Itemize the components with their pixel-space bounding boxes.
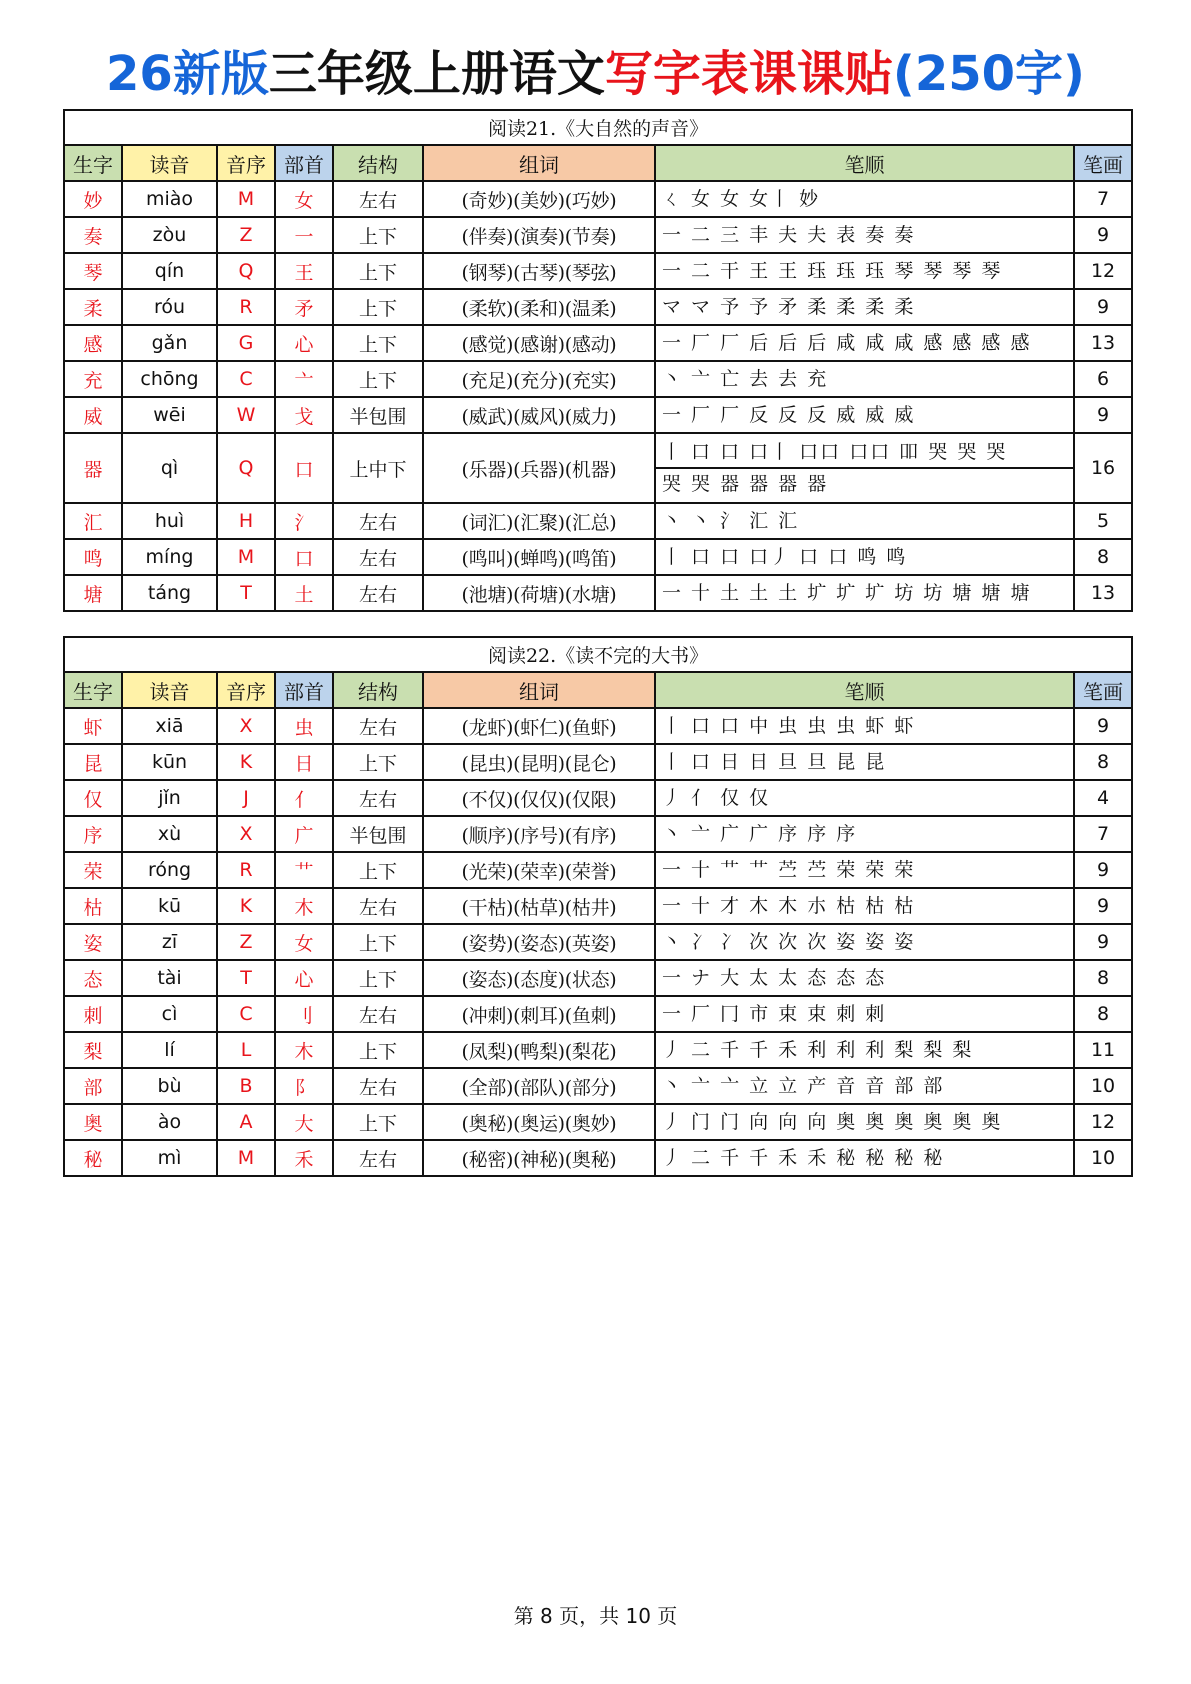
stroke-order-cell <box>655 744 1074 780</box>
radical-cell: 刂 <box>275 996 333 1032</box>
radical-cell: 亠 <box>275 361 333 397</box>
sequence-cell: Z <box>217 217 275 253</box>
sequence-cell: M <box>217 181 275 217</box>
sequence-cell: K <box>217 744 275 780</box>
stroke-order-line: 丶 亠 广 广 序 序 序 <box>662 823 858 845</box>
structure-cell: 左右 <box>333 708 423 744</box>
stroke-count-cell: 16 <box>1074 433 1132 503</box>
pinyin-cell: kūn <box>122 744 217 780</box>
table-row <box>64 433 1132 503</box>
stroke-order-cell <box>655 852 1074 888</box>
words-cell: (全部)(部队)(部分) <box>423 1068 655 1104</box>
table-row <box>64 816 1132 852</box>
words-cell: (秘密)(神秘)(奥秘) <box>423 1140 655 1176</box>
radical-cell: 亻 <box>275 780 333 816</box>
header-count: 笔画 <box>1074 672 1132 708</box>
pinyin-cell: jǐn <box>122 780 217 816</box>
header-char: 生字 <box>64 145 122 181</box>
stroke-order-cell <box>655 575 1074 611</box>
words-cell: (感觉)(感谢)(感动) <box>423 325 655 361</box>
header-words: 组词 <box>423 145 655 181</box>
pinyin-cell: chōng <box>122 361 217 397</box>
pinyin-cell: zī <box>122 924 217 960</box>
words-cell: (奥秘)(奥运)(奥妙) <box>423 1104 655 1140</box>
stroke-count-cell: 7 <box>1074 181 1132 217</box>
table-row <box>64 780 1132 816</box>
structure-cell: 上中下 <box>333 433 423 503</box>
stroke-order-cell <box>655 708 1074 744</box>
stroke-order-cell <box>655 816 1074 852</box>
structure-cell: 左右 <box>333 888 423 924</box>
words-cell: (冲刺)(刺耳)(鱼刺) <box>423 996 655 1032</box>
char-cell: 姿 <box>64 924 122 960</box>
stroke-order-line: 一 厂 厂 后 后 后 咸 咸 咸 感 感 感 感 <box>662 332 1032 354</box>
structure-cell: 左右 <box>333 503 423 539</box>
stroke-count-cell: 12 <box>1074 1104 1132 1140</box>
stroke-count-cell: 7 <box>1074 816 1132 852</box>
pinyin-cell: wēi <box>122 397 217 433</box>
sequence-cell: J <box>217 780 275 816</box>
header-strokes: 笔顺 <box>655 145 1074 181</box>
char-cell: 昆 <box>64 744 122 780</box>
char-cell: 奥 <box>64 1104 122 1140</box>
radical-cell: 阝 <box>275 1068 333 1104</box>
words-cell: (伴奏)(演奏)(节奏) <box>423 217 655 253</box>
stroke-count-cell: 9 <box>1074 708 1132 744</box>
radical-cell: 虫 <box>275 708 333 744</box>
lesson-caption: 阅读21.《大自然的声音》 <box>64 110 1132 145</box>
sequence-cell: L <box>217 1032 275 1068</box>
words-cell: (奇妙)(美妙)(巧妙) <box>423 181 655 217</box>
stroke-order-line: 一 厂 厂 反 反 反 威 威 威 <box>662 404 916 426</box>
words-cell: (鸣叫)(蝉鸣)(鸣笛) <box>423 539 655 575</box>
pinyin-cell: róng <box>122 852 217 888</box>
stroke-order-cell <box>655 397 1074 433</box>
title-part-version: 26新版 <box>106 46 269 102</box>
header-radical: 部首 <box>275 145 333 181</box>
sequence-cell: T <box>217 575 275 611</box>
stroke-order-cell <box>655 253 1074 289</box>
words-cell: (不仅)(仅仅)(仅限) <box>423 780 655 816</box>
title-part-count: (250字) <box>892 46 1085 102</box>
pinyin-cell: qín <box>122 253 217 289</box>
stroke-order-line: 一 ナ 大 太 太 态 态 态 <box>662 967 887 989</box>
stroke-order-line: 一 二 三 丰 夫 夫 表 奏 奏 <box>662 224 916 246</box>
words-cell: (池塘)(荷塘)(水塘) <box>423 575 655 611</box>
lesson-caption-row <box>64 110 1132 145</box>
stroke-count-cell: 9 <box>1074 217 1132 253</box>
stroke-count-cell: 6 <box>1074 361 1132 397</box>
stroke-order-line: マ マ 予 予 矛 柔 柔 柔 柔 <box>662 296 916 318</box>
radical-cell: 王 <box>275 253 333 289</box>
radical-cell: 禾 <box>275 1140 333 1176</box>
header-pinyin: 读音 <box>122 672 217 708</box>
structure-cell: 左右 <box>333 181 423 217</box>
table-row <box>64 852 1132 888</box>
radical-cell: 口 <box>275 539 333 575</box>
pinyin-cell: qì <box>122 433 217 503</box>
pinyin-cell: gǎn <box>122 325 217 361</box>
table-row <box>64 708 1132 744</box>
structure-cell: 上下 <box>333 361 423 397</box>
char-cell: 妙 <box>64 181 122 217</box>
radical-cell: 艹 <box>275 852 333 888</box>
char-cell: 奏 <box>64 217 122 253</box>
stroke-order-cell <box>655 960 1074 996</box>
char-cell: 柔 <box>64 289 122 325</box>
structure-cell: 半包围 <box>333 397 423 433</box>
stroke-order-line: 丶 亠 亠 立 立 产 音 音 部 部 <box>662 1075 945 1097</box>
radical-cell: 大 <box>275 1104 333 1140</box>
table-row <box>64 289 1132 325</box>
pinyin-cell: xù <box>122 816 217 852</box>
stroke-count-cell: 11 <box>1074 1032 1132 1068</box>
stroke-count-cell: 9 <box>1074 888 1132 924</box>
pinyin-cell: bù <box>122 1068 217 1104</box>
sequence-cell: R <box>217 289 275 325</box>
stroke-order-line: 一 厂 冂 市 束 束 刺 刺 <box>662 1003 887 1025</box>
structure-cell: 上下 <box>333 960 423 996</box>
table-row <box>64 1068 1132 1104</box>
table-row <box>64 253 1132 289</box>
stroke-order-line: 丶 丶 氵 汇 汇 <box>662 510 800 532</box>
char-cell: 枯 <box>64 888 122 924</box>
char-cell: 秘 <box>64 1140 122 1176</box>
char-cell: 鸣 <box>64 539 122 575</box>
sequence-cell: H <box>217 503 275 539</box>
sequence-cell: K <box>217 888 275 924</box>
sequence-cell: C <box>217 996 275 1032</box>
char-cell: 威 <box>64 397 122 433</box>
sequence-cell: C <box>217 361 275 397</box>
char-cell: 荣 <box>64 852 122 888</box>
char-cell: 梨 <box>64 1032 122 1068</box>
header-row <box>64 145 1132 181</box>
table-row <box>64 996 1132 1032</box>
char-cell: 态 <box>64 960 122 996</box>
words-cell: (干枯)(枯草)(枯井) <box>423 888 655 924</box>
radical-cell: 矛 <box>275 289 333 325</box>
table-row <box>64 1104 1132 1140</box>
words-cell: (乐器)(兵器)(机器) <box>423 433 655 503</box>
radical-cell: 木 <box>275 888 333 924</box>
stroke-order-line: 丿 二 千 千 禾 利 利 利 梨 梨 梨 <box>662 1039 974 1061</box>
pinyin-cell: xiā <box>122 708 217 744</box>
title-part-name: 写字表课课贴 <box>604 46 893 102</box>
table-row <box>64 575 1132 611</box>
table-row <box>64 503 1132 539</box>
lesson-table-21 <box>63 109 1133 612</box>
table-row <box>64 1140 1132 1176</box>
radical-cell: 女 <box>275 924 333 960</box>
structure-cell: 上下 <box>333 253 423 289</box>
stroke-order-cell <box>655 924 1074 960</box>
header-seq: 音序 <box>217 672 275 708</box>
structure-cell: 左右 <box>333 539 423 575</box>
table-row <box>64 539 1132 575</box>
radical-cell: 土 <box>275 575 333 611</box>
sequence-cell: T <box>217 960 275 996</box>
words-cell: (昆虫)(昆明)(昆仑) <box>423 744 655 780</box>
header-seq: 音序 <box>217 145 275 181</box>
structure-cell: 左右 <box>333 1140 423 1176</box>
stroke-order-cell <box>655 996 1074 1032</box>
stroke-count-cell: 5 <box>1074 503 1132 539</box>
pinyin-cell: miào <box>122 181 217 217</box>
radical-cell: 心 <box>275 325 333 361</box>
stroke-order-line: 一 二 干 王 王 珏 珏 珏 琴 琴 琴 琴 <box>662 260 1003 282</box>
structure-cell: 上下 <box>333 852 423 888</box>
radical-cell: 日 <box>275 744 333 780</box>
sequence-cell: A <box>217 1104 275 1140</box>
table-row <box>64 1032 1132 1068</box>
stroke-order-line: 丨 口 口 口丨 口口 口口 吅 哭 哭 哭 <box>662 441 1008 463</box>
table-row <box>64 397 1132 433</box>
stroke-order-cell <box>655 1104 1074 1140</box>
structure-cell: 上下 <box>333 325 423 361</box>
stroke-order-line: 丨 口 日 日 旦 旦 昆 昆 <box>662 751 887 773</box>
stroke-count-cell: 12 <box>1074 253 1132 289</box>
stroke-order-line: 一 十 艹 艹 苎 苎 荣 荣 荣 <box>662 859 916 881</box>
sequence-cell: Z <box>217 924 275 960</box>
stroke-order-cell <box>655 1068 1074 1104</box>
sequence-cell: M <box>217 539 275 575</box>
pinyin-cell: cì <box>122 996 217 1032</box>
char-cell: 充 <box>64 361 122 397</box>
header-structure: 结构 <box>333 672 423 708</box>
table-row <box>64 361 1132 397</box>
pinyin-cell: zòu <box>122 217 217 253</box>
structure-cell: 上下 <box>333 289 423 325</box>
pinyin-cell: mì <box>122 1140 217 1176</box>
stroke-order-line: ㄑ 女 女 女丨 妙 <box>662 188 821 210</box>
stroke-order-cell <box>655 361 1074 397</box>
stroke-count-cell: 9 <box>1074 852 1132 888</box>
radical-cell: 广 <box>275 816 333 852</box>
table-row <box>64 960 1132 996</box>
char-cell: 仅 <box>64 780 122 816</box>
stroke-order-cell <box>655 888 1074 924</box>
words-cell: (光荣)(荣幸)(荣誉) <box>423 852 655 888</box>
char-cell: 虾 <box>64 708 122 744</box>
stroke-order-line: 丨 口 口 口丿 口 口 鸣 鸣 <box>662 546 908 568</box>
stroke-order-line: 一 十 土 土 土 圹 圹 圹 坊 坊 塘 塘 塘 <box>662 582 1032 604</box>
stroke-count-cell: 4 <box>1074 780 1132 816</box>
stroke-order-cell <box>655 503 1074 539</box>
char-cell: 汇 <box>64 503 122 539</box>
stroke-order-cell <box>655 181 1074 217</box>
words-cell: (钢琴)(古琴)(琴弦) <box>423 253 655 289</box>
stroke-order-cell <box>655 539 1074 575</box>
pinyin-cell: táng <box>122 575 217 611</box>
stroke-count-cell: 10 <box>1074 1140 1132 1176</box>
stroke-order-cell <box>655 780 1074 816</box>
radical-cell: 木 <box>275 1032 333 1068</box>
header-words: 组词 <box>423 672 655 708</box>
structure-cell: 左右 <box>333 575 423 611</box>
header-structure: 结构 <box>333 145 423 181</box>
stroke-order-cell <box>655 217 1074 253</box>
structure-cell: 上下 <box>333 1032 423 1068</box>
char-cell: 器 <box>64 433 122 503</box>
header-count: 笔画 <box>1074 145 1132 181</box>
words-cell: (顺序)(序号)(有序) <box>423 816 655 852</box>
sequence-cell: R <box>217 852 275 888</box>
header-strokes: 笔顺 <box>655 672 1074 708</box>
char-cell: 琴 <box>64 253 122 289</box>
stroke-order-cell <box>655 289 1074 325</box>
words-cell: (龙虾)(虾仁)(鱼虾) <box>423 708 655 744</box>
pinyin-cell: tài <box>122 960 217 996</box>
structure-cell: 左右 <box>333 1068 423 1104</box>
radical-cell: 一 <box>275 217 333 253</box>
stroke-count-cell: 10 <box>1074 1068 1132 1104</box>
char-cell: 刺 <box>64 996 122 1032</box>
pinyin-cell: lí <box>122 1032 217 1068</box>
stroke-order-line: 哭 哭 器 器 器 器 <box>656 467 1073 499</box>
radical-cell: 心 <box>275 960 333 996</box>
structure-cell: 半包围 <box>333 816 423 852</box>
stroke-order-line: 丨 口 口 中 虫 虫 虫 虾 虾 <box>662 715 916 737</box>
structure-cell: 上下 <box>333 1104 423 1140</box>
stroke-order-line: 丶 冫 冫 次 次 次 姿 姿 姿 <box>662 931 916 953</box>
words-cell: (姿态)(态度)(状态) <box>423 960 655 996</box>
words-cell: (姿势)(姿态)(英姿) <box>423 924 655 960</box>
words-cell: (柔软)(柔和)(温柔) <box>423 289 655 325</box>
header-char: 生字 <box>64 672 122 708</box>
stroke-count-cell: 9 <box>1074 289 1132 325</box>
stroke-count-cell: 13 <box>1074 325 1132 361</box>
radical-cell: 戈 <box>275 397 333 433</box>
table-row <box>64 888 1132 924</box>
stroke-order-cell <box>655 433 1074 503</box>
stroke-count-cell: 8 <box>1074 960 1132 996</box>
sequence-cell: X <box>217 708 275 744</box>
stroke-order-cell <box>655 1032 1074 1068</box>
stroke-order-line: 一 十 才 木 木 朩 枯 枯 枯 <box>662 895 916 917</box>
sequence-cell: G <box>217 325 275 361</box>
radical-cell: 女 <box>275 181 333 217</box>
table-row <box>64 744 1132 780</box>
structure-cell: 上下 <box>333 924 423 960</box>
radical-cell: 口 <box>275 433 333 503</box>
stroke-count-cell: 9 <box>1074 397 1132 433</box>
sequence-cell: Q <box>217 253 275 289</box>
pinyin-cell: kū <box>122 888 217 924</box>
lesson-caption: 阅读22.《读不完的大书》 <box>64 637 1132 672</box>
words-cell: (词汇)(汇聚)(汇总) <box>423 503 655 539</box>
lesson-caption-row <box>64 637 1132 672</box>
pinyin-cell: ào <box>122 1104 217 1140</box>
stroke-order-line: 丶 亠 亡 去 去 充 <box>662 368 829 390</box>
stroke-order-line: 丿 门 门 向 向 向 奥 奥 奥 奥 奥 奥 <box>662 1111 1003 1133</box>
stroke-order-line: 丿 二 千 千 禾 禾 秘 秘 秘 秘 <box>662 1147 945 1169</box>
table-row <box>64 325 1132 361</box>
stroke-count-cell: 8 <box>1074 996 1132 1032</box>
structure-cell: 上下 <box>333 217 423 253</box>
header-pinyin: 读音 <box>122 145 217 181</box>
title-part-grade: 三年级上册语文 <box>268 46 605 102</box>
table-row <box>64 924 1132 960</box>
table-row <box>64 181 1132 217</box>
pinyin-cell: huì <box>122 503 217 539</box>
stroke-order-cell <box>655 325 1074 361</box>
stroke-order-line: 丿 亻 仅 仅 <box>662 787 771 809</box>
header-radical: 部首 <box>275 672 333 708</box>
page-footer: 第 8 页，共 10 页 <box>513 1604 678 1628</box>
sequence-cell: W <box>217 397 275 433</box>
page-title <box>0 44 1191 104</box>
header-row <box>64 672 1132 708</box>
words-cell: (威武)(威风)(威力) <box>423 397 655 433</box>
stroke-order-cell <box>655 1140 1074 1176</box>
stroke-count-cell: 13 <box>1074 575 1132 611</box>
lesson-table-22 <box>63 636 1133 1177</box>
pinyin-cell: róu <box>122 289 217 325</box>
structure-cell: 左右 <box>333 780 423 816</box>
structure-cell: 上下 <box>333 744 423 780</box>
sequence-cell: X <box>217 816 275 852</box>
stroke-count-cell: 9 <box>1074 924 1132 960</box>
char-cell: 感 <box>64 325 122 361</box>
structure-cell: 左右 <box>333 996 423 1032</box>
words-cell: (凤梨)(鸭梨)(梨花) <box>423 1032 655 1068</box>
sequence-cell: Q <box>217 433 275 503</box>
radical-cell: 氵 <box>275 503 333 539</box>
words-cell: (充足)(充分)(充实) <box>423 361 655 397</box>
stroke-count-cell: 8 <box>1074 539 1132 575</box>
char-cell: 序 <box>64 816 122 852</box>
sequence-cell: B <box>217 1068 275 1104</box>
sequence-cell: M <box>217 1140 275 1176</box>
pinyin-cell: míng <box>122 539 217 575</box>
char-cell: 塘 <box>64 575 122 611</box>
stroke-count-cell: 8 <box>1074 744 1132 780</box>
char-cell: 部 <box>64 1068 122 1104</box>
table-row <box>64 217 1132 253</box>
